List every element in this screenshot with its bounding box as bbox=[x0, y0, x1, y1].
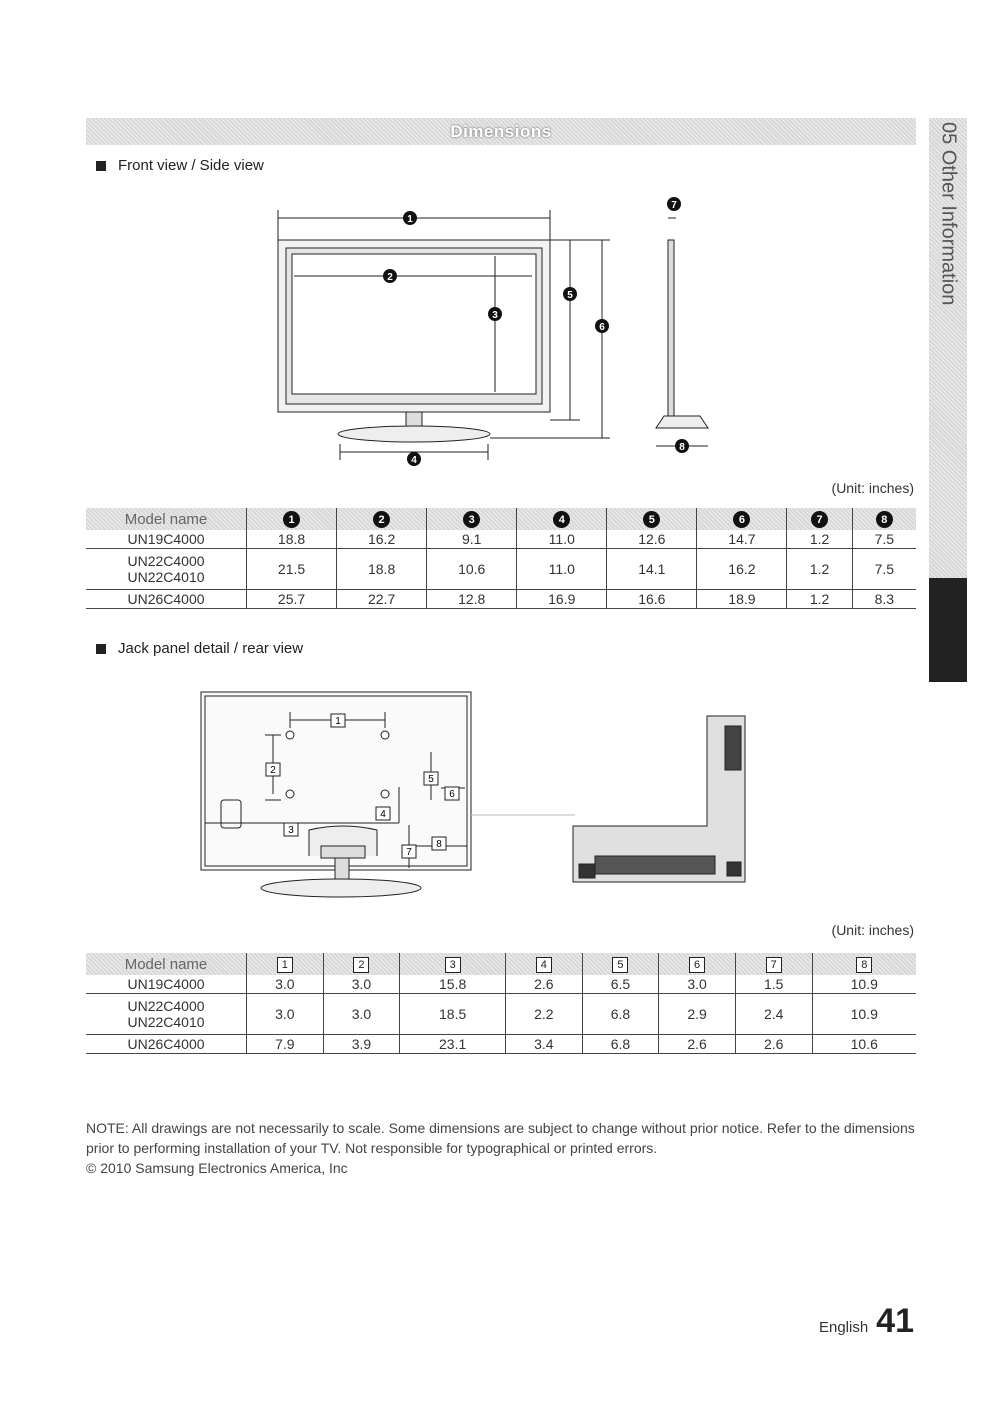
svg-text:2: 2 bbox=[387, 272, 393, 283]
svg-text:4: 4 bbox=[411, 455, 417, 466]
unit-label-2: (Unit: inches) bbox=[831, 922, 914, 938]
header-model-name: Model name bbox=[86, 953, 247, 975]
svg-text:5: 5 bbox=[567, 290, 573, 301]
section-title: Dimensions bbox=[450, 121, 552, 141]
svg-text:3: 3 bbox=[492, 310, 498, 321]
svg-text:5: 5 bbox=[428, 774, 434, 785]
svg-text:3: 3 bbox=[288, 825, 294, 836]
rear-view-heading bbox=[96, 640, 303, 657]
svg-text:4: 4 bbox=[380, 809, 386, 820]
svg-text:8: 8 bbox=[436, 839, 442, 850]
header-col: 8 bbox=[852, 508, 916, 530]
header-col: 1 bbox=[247, 953, 324, 975]
header-col: 6 bbox=[659, 953, 736, 975]
header-col: 8 bbox=[812, 953, 916, 975]
rear-dimensions-table bbox=[86, 953, 916, 1054]
header-col: 2 bbox=[323, 953, 400, 975]
svg-text:8: 8 bbox=[679, 442, 685, 453]
svg-text:1: 1 bbox=[407, 214, 413, 225]
footer-language: English bbox=[818, 1319, 869, 1336]
unit-label-1: (Unit: inches) bbox=[831, 480, 914, 496]
front-view-heading bbox=[96, 157, 264, 174]
header-col: 2 bbox=[337, 508, 427, 530]
header-col: 5 bbox=[582, 953, 659, 975]
header-col: 3 bbox=[400, 953, 506, 975]
table-row: UN26C4000 7.9 3.9 23.1 3.4 6.8 2.6 2.6 10.6 bbox=[86, 1035, 916, 1054]
rear-view-heading-text: Jack panel detail / rear view bbox=[118, 640, 304, 657]
section-banner bbox=[86, 118, 916, 145]
header-col: 3 bbox=[427, 508, 517, 530]
front-side-view-drawing bbox=[260, 190, 730, 480]
chapter-label: 05 Other Information bbox=[937, 122, 960, 306]
header-model-name: Model name bbox=[86, 508, 247, 530]
svg-text:6: 6 bbox=[599, 322, 605, 333]
svg-text:2: 2 bbox=[270, 765, 276, 776]
header-col: 5 bbox=[607, 508, 697, 530]
front-dimensions-table bbox=[86, 508, 916, 609]
svg-text:7: 7 bbox=[671, 200, 677, 211]
page-number: 41 bbox=[876, 1302, 914, 1340]
side-tab-marker bbox=[929, 578, 967, 682]
table-row: UN19C4000 18.8 16.2 9.1 11.0 12.6 14.7 1.2 7.5 bbox=[86, 530, 916, 549]
page-footer bbox=[819, 1302, 914, 1341]
table-row: UN26C4000 25.7 22.7 12.8 16.9 16.6 18.9 1.2 8.3 bbox=[86, 590, 916, 609]
svg-text:1: 1 bbox=[335, 716, 341, 727]
header-col: 4 bbox=[506, 953, 583, 975]
rear-view-drawing bbox=[195, 690, 765, 905]
svg-text:7: 7 bbox=[406, 847, 412, 858]
header-col: 1 bbox=[247, 508, 337, 530]
header-col: 6 bbox=[697, 508, 787, 530]
header-col: 4 bbox=[517, 508, 607, 530]
copyright-text: © 2010 Samsung Electronics America, Inc bbox=[86, 1160, 348, 1176]
bullet-square-icon bbox=[96, 644, 106, 654]
table-header-row bbox=[86, 953, 916, 975]
bullet-square-icon bbox=[96, 161, 106, 171]
header-col: 7 bbox=[787, 508, 852, 530]
svg-text:6: 6 bbox=[449, 789, 455, 800]
table-row: UN22C4000 UN22C4010 21.5 18.8 10.6 11.0 14.1 16.2 1.2 7.5 bbox=[86, 549, 916, 590]
header-col: 7 bbox=[735, 953, 812, 975]
note-text: NOTE: All drawings are not necessarily to scale. Some dimensions are subject to change without prior notice. Refer to the dimensions prior to performing installation of your TV. Not responsible for typographical or printed errors. bbox=[86, 1120, 915, 1156]
note-block bbox=[86, 1118, 916, 1178]
front-view-heading-text: Front view / Side view bbox=[118, 157, 264, 174]
table-header-row bbox=[86, 508, 916, 530]
table-row: UN22C4000 UN22C4010 3.0 3.0 18.5 2.2 6.8 2.9 2.4 10.9 bbox=[86, 994, 916, 1035]
table-row: UN19C4000 3.0 3.0 15.8 2.6 6.5 3.0 1.5 10.9 bbox=[86, 975, 916, 994]
